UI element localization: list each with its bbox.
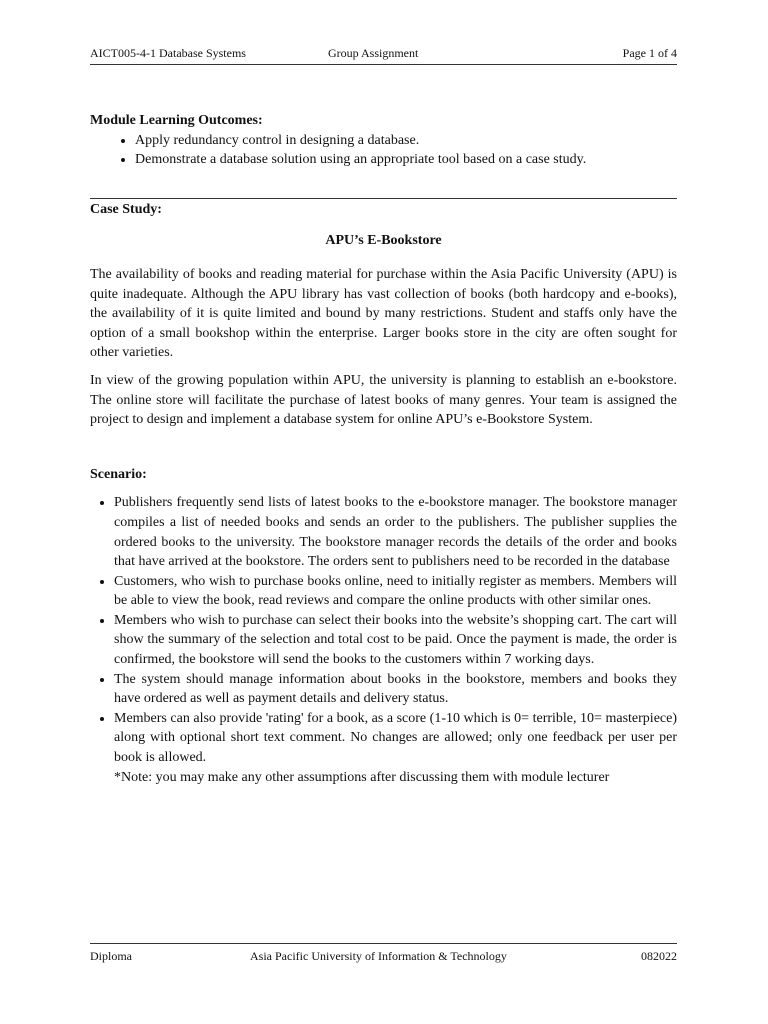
header-assignment: Group Assignment <box>328 46 419 60</box>
scenario-item: • Customers, who wish to purchase books online, need to initially register as members. Members will be able to view the book, read reviews and compare the online products with other similar ones. <box>114 572 677 611</box>
page-header <box>90 44 677 65</box>
footer-code: 082022 <box>641 949 677 963</box>
header-course: AICT005-4-1 Database Systems <box>90 46 246 60</box>
assumption-note: *Note: you may make any other assumptions after discussing them with module lecturer <box>114 769 610 785</box>
footer-level: Diploma <box>90 949 132 963</box>
header-page-number: Page 1 of 4 <box>622 46 677 60</box>
scenario-item: • Members who wish to purchase can select their books into the website’s shopping cart. The cart will show the summary of the selection and total cost to be paid. Once the payment is made, the order is confirmed, the bookstore will send the books to the customers within 7 working days. <box>114 611 677 670</box>
scenario-item: • Publishers frequently send lists of latest books to the e-bookstore manager. The bookstore manager compiles a list of needed books and sends an order to the publishers. The publisher supplies the ordered books to the university. The bookstore manager records the details of the order and books that have arrived at the bookstore. The orders sent to publishers need to be recorded in the database <box>114 493 677 571</box>
page-content <box>90 111 677 787</box>
outcome-item: • Demonstrate a database solution using an appropriate tool based on a case study. <box>135 150 677 170</box>
case-study-paragraph: In view of the growing population within APU, the university is planning to establish an e-bookstore. The online store will facilitate the purchase of latest books of many genres. Your team is assigned the project to design and implement a database system for online APU’s e-Bookstore System. <box>90 372 677 428</box>
scenario-item: • The system should manage information about books in the bookstore, members and books they have ordered as well as payment details and delivery status. <box>114 670 677 709</box>
page-footer <box>90 943 677 968</box>
scenario-heading: Scenario: <box>90 466 147 482</box>
case-study-title: APU’s E-Bookstore <box>325 233 442 249</box>
outcomes-heading: Module Learning Outcomes: <box>90 113 263 128</box>
case-study-heading: Case Study: <box>90 201 162 217</box>
footer-institution: Asia Pacific University of Information & Technology <box>250 949 507 963</box>
case-study-paragraph: The availability of books and reading material for purchase within the Asia Pacific University (APU) is quite inadequate. Although the APU library has vast collection of books (both hardcopy and e-books), the availability of it is quite limited and bound by many restrictions. Student and staffs only have the option of a small bookshop within the enterprise. Larger books store in the city are often sought for other varieties. <box>90 266 677 361</box>
outcome-item: • Apply redundancy control in designing a database. <box>135 131 677 151</box>
outcomes-list <box>90 131 677 170</box>
scenario-item: • Members can also provide 'rating' for a book, as a score (1-10 which is 0= terrible, 10= masterpiece) along with optional short text comment. No changes are allowed; only one feedback per user per book is allowed. <box>114 709 677 768</box>
scenario-list <box>90 493 677 767</box>
